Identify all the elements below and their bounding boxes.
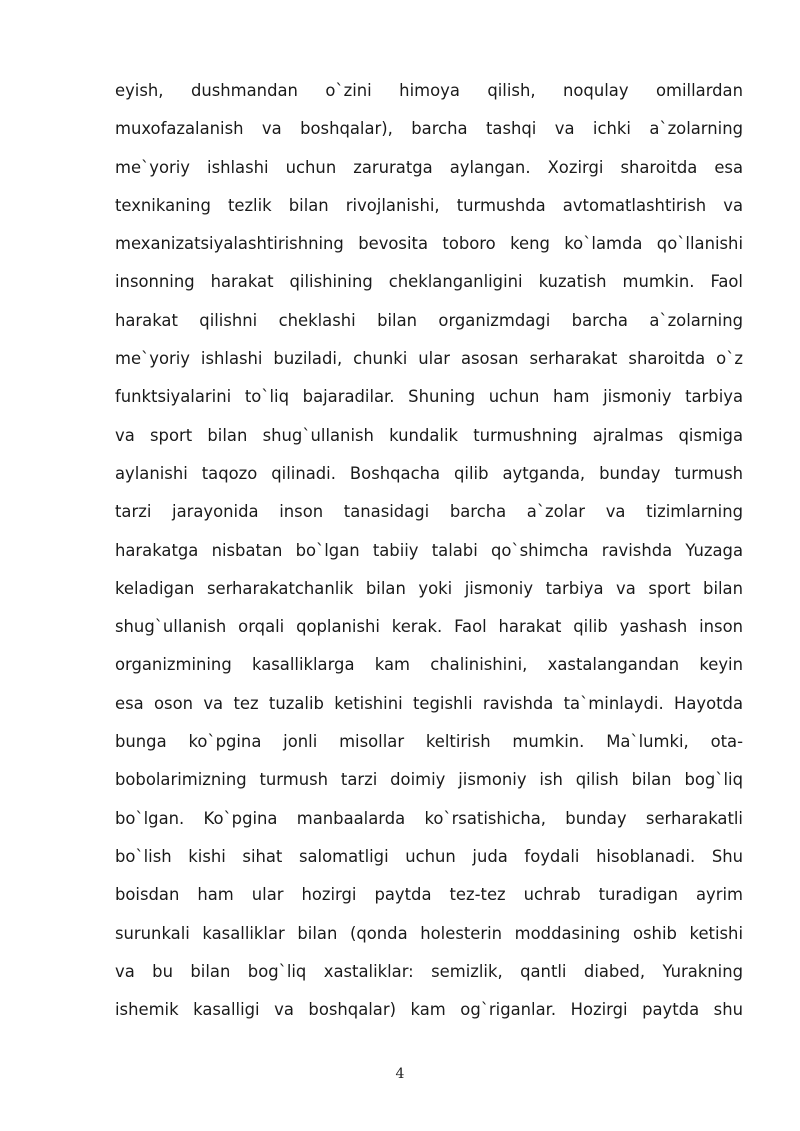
body-text bbox=[115, 72, 743, 1029]
text-line: me`yoriy ishlashi uchun zaruratga aylangan. Xozirgi sharoitda esa bbox=[115, 157, 743, 177]
text-line: harakat qilishni cheklashi bilan organizmdagi barcha a`zolarning bbox=[115, 310, 743, 330]
text-line: funktsiyalarini to`liq bajaradilar. Shuning uchun ham jismoniy tarbiya bbox=[115, 387, 743, 407]
text-line: texnikaning tezlik bilan rivojlanishi, turmushda avtomatlashtirish va bbox=[115, 195, 743, 215]
page-number: 4 bbox=[395, 1066, 405, 1082]
text-line: va sport bilan shug`ullanish kundalik turmushning ajralmas qismiga bbox=[115, 425, 743, 445]
text-line: harakatga nisbatan bo`lgan tabiiy talabi qo`shimcha ravishda Yuzaga bbox=[115, 540, 743, 560]
text-line: surunkali kasalliklar bilan (qonda holesterin moddasining oshib ketishi bbox=[115, 923, 743, 943]
text-line: eyish, dushmandan o`zini himoya qilish, noqulay omillardan bbox=[115, 81, 743, 100]
text-line: insonning harakat qilishining cheklanganligini kuzatish mumkin. Faol bbox=[115, 272, 743, 292]
text-line: aylanishi taqozo qilinadi. Boshqacha qilib aytganda, bunday turmush bbox=[115, 463, 743, 483]
text-line: organizmining kasalliklarga kam chalinishini, xastalangandan keyin bbox=[115, 655, 743, 675]
text-line: mexanizatsiyalashtirishning bevosita toboro keng ko`lamda qo`llanishi bbox=[115, 234, 743, 254]
text-line: bunga ko`pgina jonli misollar keltirish mumkin. Ma`lumki, ota- bbox=[115, 732, 743, 752]
text-line: esa oson va tez tuzalib ketishini tegishli ravishda ta`minlaydi. Hayotda bbox=[115, 693, 743, 713]
text-line: me`yoriy ishlashi buziladi, chunki ular asosan serharakat sharoitda o`z bbox=[115, 349, 743, 369]
text-line: bo`lgan. Ko`pgina manbaalarda ko`rsatishicha, bunday serharakatli bbox=[115, 808, 743, 828]
text-line: bo`lish kishi sihat salomatligi uchun juda foydali hisoblanadi. Shu bbox=[115, 846, 743, 866]
text-line: keladigan serharakatchanlik bilan yoki jismoniy tarbiya va sport bilan bbox=[115, 578, 743, 598]
text-line: ishemik kasalligi va boshqalar) kam og`riganlar. Hozirgi paytda shu bbox=[115, 1000, 743, 1020]
text-line: tarzi jarayonida inson tanasidagi barcha a`zolar va tizimlarning bbox=[115, 502, 743, 522]
text-line: bobolarimizning turmush tarzi doimiy jismoniy ish qilish bilan bog`liq bbox=[115, 770, 743, 790]
text-line: shug`ullanish orqali qoplanishi kerak. Faol harakat qilib yashash inson bbox=[115, 617, 743, 637]
text-line: muxofazalanish va boshqalar), barcha tashqi va ichki a`zolarning bbox=[115, 119, 743, 139]
text-line: va bu bilan bog`liq xastaliklar: semizlik, qantli diabed, Yurakning bbox=[115, 961, 743, 981]
text-line: boisdan ham ular hozirgi paytda tez-tez uchrab turadigan ayrim bbox=[115, 885, 743, 905]
